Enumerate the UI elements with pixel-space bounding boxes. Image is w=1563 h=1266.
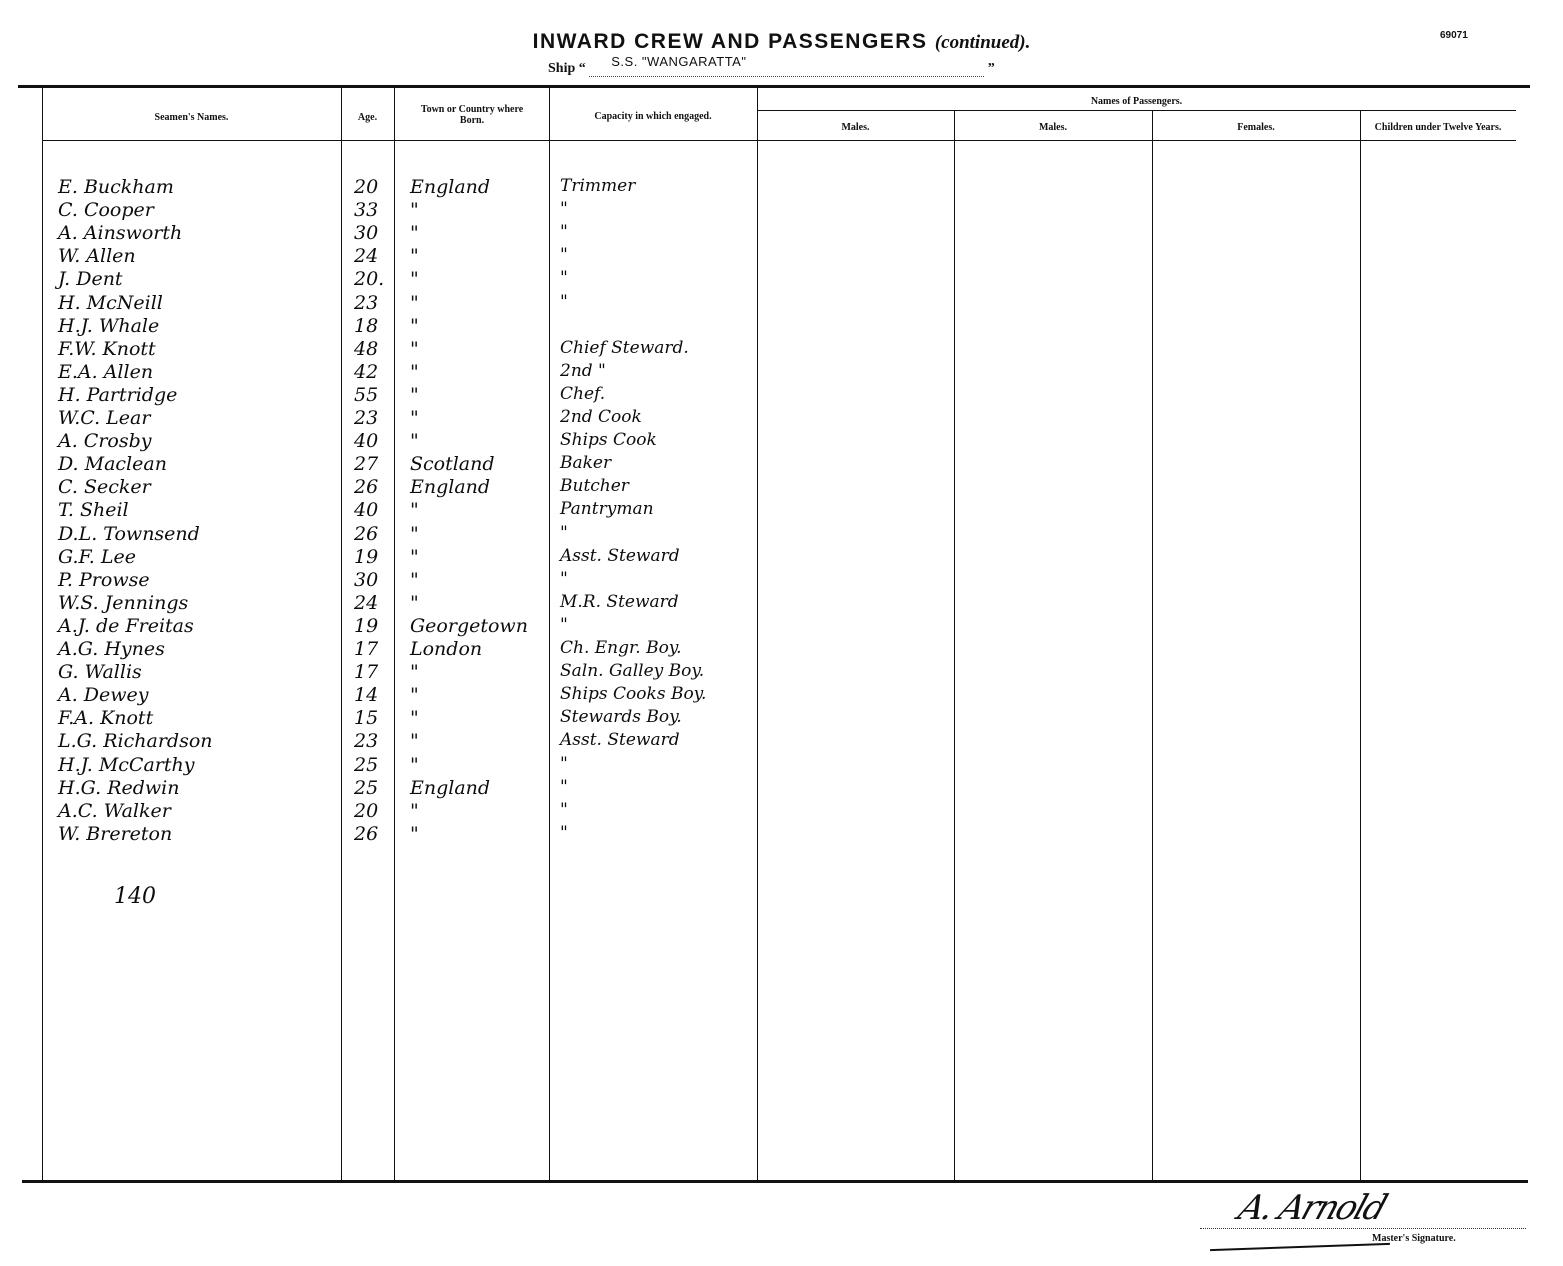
crew-name: G. Wallis [58,661,142,683]
header-bottom-rule [42,140,1516,141]
crew-born: " [410,684,419,706]
total-mark: 140 [114,884,156,909]
crew-born: " [410,730,419,752]
crew-born: " [410,338,419,360]
header-seamen-names: Seamen's Names. [154,112,229,123]
crew-name: C. Secker [58,476,151,498]
crew-age: 33 [354,199,379,221]
crew-capacity: Trimmer [560,176,636,196]
crew-born: " [410,315,419,337]
crew-name: F.A. Knott [58,707,154,729]
form-number: 69071 [1440,30,1468,41]
ship-close-quote: ” [987,61,995,76]
crew-capacity: " [560,777,568,797]
crew-name: A. Crosby [58,430,152,452]
crew-name: W. Brereton [58,823,173,845]
crew-age: 24 [354,245,379,267]
col-line-born [394,88,395,1180]
crew-born: " [410,754,419,776]
crew-capacity: 2nd " [560,361,606,381]
crew-born: " [410,546,419,568]
crew-born: " [410,661,419,683]
crew-name: E. Buckham [58,176,174,198]
crew-age: 30 [354,222,379,244]
crew-capacity: Baker [560,453,612,473]
crew-capacity: " [560,823,568,843]
crew-age: 27 [354,453,379,475]
crew-age: 42 [354,361,379,383]
crew-name: T. Sheil [58,499,129,521]
crew-name: W.S. Jennings [58,592,189,614]
header-males-2: Males. [1038,122,1068,133]
crew-born: England [410,176,491,198]
crew-age: 25 [354,754,379,776]
col-line-age [341,88,342,1180]
crew-age: 15 [354,707,379,729]
crew-capacity: 2nd Cook [560,407,642,427]
crew-name: H.J. McCarthy [58,754,195,776]
crew-born: " [410,592,419,614]
master-signature: A. Arnold [1233,1188,1391,1228]
crew-age: 48 [354,338,379,360]
crew-name: A.J. de Freitas [58,615,194,637]
ship-open-quote: “ [578,61,586,76]
crew-capacity: " [560,222,568,242]
crew-name: H. McNeill [58,292,163,314]
crew-name: A.C. Walker [58,800,171,822]
crew-born: " [410,384,419,406]
header-females: Females. [1237,122,1275,133]
crew-age: 20. [354,268,385,290]
crew-born: " [410,199,419,221]
top-rule [18,85,1530,88]
crew-age: 20 [354,800,379,822]
crew-name: A. Ainsworth [58,222,183,244]
crew-age: 18 [354,315,379,337]
crew-age: 14 [354,684,379,706]
col-line-males2 [954,110,955,1180]
crew-name: A.G. Hynes [58,638,165,660]
title-main: INWARD CREW AND PASSENGERS [532,30,928,53]
header-capacity: Capacity in which engaged. [594,111,712,122]
crew-name: G.F. Lee [58,546,136,568]
col-line-passengers [757,88,758,1180]
crew-age: 19 [354,615,379,637]
crew-born: " [410,245,419,267]
crew-born: Georgetown [410,615,528,637]
col-line-children [1360,110,1361,1180]
crew-age: 24 [354,592,379,614]
signature-line [1200,1228,1526,1229]
crew-age: 26 [354,476,379,498]
crew-name: W. Allen [58,245,136,267]
col-line-capacity [549,88,550,1180]
crew-born: " [410,292,419,314]
crew-capacity: Saln. Galley Boy. [560,661,705,681]
crew-age: 23 [354,407,379,429]
bottom-rule [22,1180,1528,1183]
crew-capacity: Butcher [560,476,629,496]
ship-name-field [589,54,984,77]
crew-born: England [410,476,491,498]
crew-name: D. Maclean [58,453,167,475]
crew-name: H. Partridge [58,384,178,406]
crew-capacity: " [560,268,568,288]
crew-age: 17 [354,638,379,660]
crew-born: " [410,800,419,822]
crew-name: H.G. Redwin [58,777,180,799]
crew-born: " [410,268,419,290]
crew-age: 19 [354,546,379,568]
crew-capacity: " [560,800,568,820]
crew-capacity: " [560,754,568,774]
crew-capacity: Ships Cooks Boy. [560,684,707,704]
crew-capacity: Pantryman [560,499,654,519]
crew-born: " [410,523,419,545]
crew-born: " [410,499,419,521]
crew-age: 23 [354,292,379,314]
signature-label: Master's Signature. [1372,1233,1456,1244]
crew-age: 26 [354,823,379,845]
crew-born: England [410,777,491,799]
header-males-1: Males. [841,122,870,133]
crew-born: " [410,361,419,383]
crew-age: 23 [354,730,379,752]
crew-age: 17 [354,661,379,683]
crew-name: A. Dewey [58,684,149,706]
crew-capacity: " [560,245,568,265]
signature-flourish [1210,1243,1390,1251]
ship-label: Ship [548,61,576,76]
crew-age: 26 [354,523,379,545]
crew-born: " [410,707,419,729]
crew-age: 20 [354,176,379,198]
crew-born: " [410,823,419,845]
crew-capacity: " [560,523,568,543]
crew-name: J. Dent [58,268,123,290]
crew-capacity: Asst. Steward [560,730,680,750]
header-born: Town or Country where Born. [420,104,524,126]
crew-name: L.G. Richardson [58,730,213,752]
crew-capacity: M.R. Steward [560,592,679,612]
crew-name: D.L. Townsend [58,523,200,545]
crew-capacity: Ships Cook [560,430,657,450]
crew-born: London [410,638,483,660]
crew-name: E.A. Allen [58,361,154,383]
crew-name: W.C. Lear [58,407,151,429]
header-age: Age. [357,112,378,123]
crew-age: 40 [354,499,379,521]
crew-born: " [410,569,419,591]
passengers-subrule [757,110,1516,111]
header-passengers: Names of Passengers. [1090,96,1183,107]
crew-capacity: Ch. Engr. Boy. [560,638,682,658]
crew-name: H.J. Whale [58,315,160,337]
crew-name: P. Prowse [58,569,150,591]
header-children: Children under Twelve Years. [1374,122,1502,133]
crew-born: " [410,407,419,429]
crew-age: 30 [354,569,379,591]
crew-capacity: Chief Steward. [560,338,689,358]
ship-line [548,54,995,77]
title-suffix: (continued). [934,32,1031,53]
crew-capacity: Asst. Steward [560,546,680,566]
crew-name: F.W. Knott [58,338,156,360]
form-title [0,30,1563,54]
crew-name: C. Cooper [58,199,154,221]
crew-born: " [410,430,419,452]
col-line-left [42,88,43,1180]
crew-born: Scotland [410,453,495,475]
crew-capacity: " [560,292,568,312]
crew-age: 25 [354,777,379,799]
crew-capacity: " [560,199,568,219]
crew-age: 40 [354,430,379,452]
crew-capacity: Chef. [560,384,606,404]
crew-capacity: Stewards Boy. [560,707,682,727]
ship-name: S.S. "WANGARATTA" [611,54,747,69]
crew-capacity: " [560,615,568,635]
crew-age: 55 [354,384,379,406]
crew-capacity: " [560,569,568,589]
crew-born: " [410,222,419,244]
col-line-females [1152,110,1153,1180]
